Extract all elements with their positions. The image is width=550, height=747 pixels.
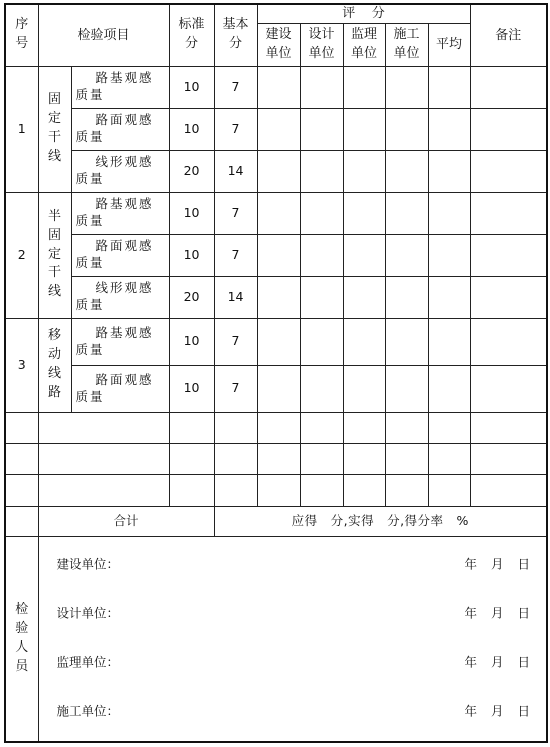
table-row [5,234,547,276]
signature-line-construction[interactable] [39,541,547,590]
group-name: 固定干线 [38,66,71,192]
blank-cell[interactable] [38,443,169,474]
score-cell[interactable] [428,66,470,108]
score-cell[interactable] [257,234,300,276]
total-row [5,506,547,536]
score-cell[interactable] [385,108,428,150]
scorer-header-contractor: 施工单位 [385,23,428,66]
signature-date: 年 月 日 [464,556,531,572]
remark-cell[interactable] [470,66,547,108]
score-cell[interactable] [385,234,428,276]
score-cell[interactable] [343,365,385,412]
score-cell[interactable] [300,234,343,276]
blank-cell[interactable] [169,443,214,474]
score-cell[interactable] [385,276,428,318]
blank-cell[interactable] [214,412,257,443]
blank-cell[interactable] [169,412,214,443]
blank-cell[interactable] [343,412,385,443]
score-cell[interactable] [300,318,343,365]
blank-cell[interactable] [428,443,470,474]
group-number: 3 [5,318,38,412]
score-cell[interactable] [343,66,385,108]
signature-unit-label: 建设单位： [56,556,120,572]
score-group-header: 评 分 [257,4,470,23]
inspectors-row [5,536,547,742]
signature-line-supervision[interactable] [39,639,547,688]
signature-unit-label: 施工单位： [56,703,120,719]
scorer-header-average: 平均 [428,23,470,66]
score-cell[interactable] [257,276,300,318]
remark-cell[interactable] [470,234,547,276]
inspectors-label: 检验人员 [5,536,38,742]
remark-cell[interactable] [470,108,547,150]
blank-cell[interactable] [470,474,547,506]
total-label: 合计 [38,506,214,536]
score-cell[interactable] [343,276,385,318]
basic-score: 7 [214,108,257,150]
standard-score: 10 [169,365,214,412]
score-cell[interactable] [428,276,470,318]
item-name: 路基观感 质量 [71,192,169,234]
scorer-header-construction: 建设单位 [257,23,300,66]
score-cell[interactable] [428,365,470,412]
score-cell[interactable] [428,234,470,276]
blank-cell[interactable] [5,443,38,474]
blank-cell[interactable] [470,443,547,474]
blank-cell[interactable] [343,443,385,474]
score-cell[interactable] [385,192,428,234]
item-name: 路面观感 质量 [71,108,169,150]
blank-cell[interactable] [257,412,300,443]
score-cell[interactable] [300,66,343,108]
remark-cell[interactable] [470,365,547,412]
score-cell[interactable] [428,318,470,365]
standard-score: 10 [169,234,214,276]
score-cell[interactable] [257,108,300,150]
table-row [5,108,547,150]
blank-cell[interactable] [385,443,428,474]
item-header: 检验项目 [38,4,169,66]
score-cell[interactable] [385,66,428,108]
score-cell[interactable] [428,150,470,192]
blank-row [5,443,547,474]
table-row [5,150,547,192]
score-cell[interactable] [385,365,428,412]
blank-cell[interactable] [428,412,470,443]
standard-score: 10 [169,192,214,234]
basic-score: 7 [214,66,257,108]
basic-score: 14 [214,276,257,318]
blank-cell[interactable] [343,474,385,506]
score-cell[interactable] [300,365,343,412]
blank-cell[interactable] [169,474,214,506]
seq-header: 序号 [5,4,38,66]
blank-cell[interactable] [300,474,343,506]
group-number: 1 [5,66,38,192]
score-cell[interactable] [343,234,385,276]
inspectors-signatures [38,536,547,742]
blank-cell[interactable] [385,474,428,506]
score-cell[interactable] [428,192,470,234]
score-cell[interactable] [300,108,343,150]
score-cell[interactable] [257,192,300,234]
blank-cell[interactable] [470,412,547,443]
remark-cell[interactable] [470,276,547,318]
score-cell[interactable] [257,150,300,192]
score-cell[interactable] [343,192,385,234]
table-row [5,318,547,365]
blank-cell[interactable] [300,443,343,474]
blank-cell[interactable] [385,412,428,443]
blank-cell[interactable] [428,474,470,506]
item-name: 线形观感 质量 [71,276,169,318]
blank-cell[interactable] [214,474,257,506]
blank-cell[interactable] [257,474,300,506]
basic-score: 14 [214,150,257,192]
item-name: 路基观感 质量 [71,66,169,108]
signature-unit-label: 设计单位： [56,605,120,621]
remark-cell[interactable] [470,150,547,192]
signature-line-design[interactable] [39,590,547,639]
remark-cell[interactable] [470,192,547,234]
signature-date: 年 月 日 [464,703,531,719]
score-cell[interactable] [257,365,300,412]
item-name: 路基观感 质量 [71,318,169,365]
score-cell[interactable] [300,276,343,318]
item-name: 路面观感 质量 [71,365,169,412]
table-row [5,66,547,108]
standard-score: 10 [169,66,214,108]
score-cell[interactable] [343,150,385,192]
score-cell[interactable] [343,318,385,365]
basic-score: 7 [214,318,257,365]
group-name: 移动线路 [38,318,71,412]
signature-date: 年 月 日 [464,654,531,670]
blank-row [5,412,547,443]
table-row [5,365,547,412]
blank-cell[interactable] [300,412,343,443]
score-cell[interactable] [428,108,470,150]
basic-score: 7 [214,192,257,234]
total-summary: 应得 分,实得 分,得分率 % [214,506,547,536]
basic-score: 7 [214,234,257,276]
item-name: 线形观感 质量 [71,150,169,192]
score-table [4,3,548,743]
score-cell[interactable] [300,192,343,234]
group-name: 半固定干线 [38,192,71,318]
table-row [5,192,547,234]
standard-score: 10 [169,318,214,365]
score-cell[interactable] [257,66,300,108]
signature-line-contractor[interactable] [39,688,547,737]
score-cell[interactable] [385,150,428,192]
signature-unit-label: 监理单位： [56,654,120,670]
remark-header: 备注 [470,4,547,66]
basic-score: 7 [214,365,257,412]
blank-cell[interactable] [214,443,257,474]
basic-score-header: 基本分 [214,4,257,66]
total-seq-cell [5,506,38,536]
item-name: 路面观感 质量 [71,234,169,276]
group-number: 2 [5,192,38,318]
table-row [5,276,547,318]
blank-cell[interactable] [257,443,300,474]
standard-score-header: 标准分 [169,4,214,66]
blank-cell[interactable] [5,412,38,443]
score-cell[interactable] [343,108,385,150]
standard-score: 20 [169,276,214,318]
score-cell[interactable] [300,150,343,192]
signature-date: 年 月 日 [464,605,531,621]
remark-cell[interactable] [470,318,547,365]
standard-score: 10 [169,108,214,150]
blank-row [5,474,547,506]
standard-score: 20 [169,150,214,192]
score-cell[interactable] [257,318,300,365]
blank-cell[interactable] [38,412,169,443]
score-cell[interactable] [385,318,428,365]
scorer-header-supervision: 监理单位 [343,23,385,66]
blank-cell[interactable] [38,474,169,506]
blank-cell[interactable] [5,474,38,506]
header-row-1 [5,4,547,23]
scorer-header-design: 设计单位 [300,23,343,66]
